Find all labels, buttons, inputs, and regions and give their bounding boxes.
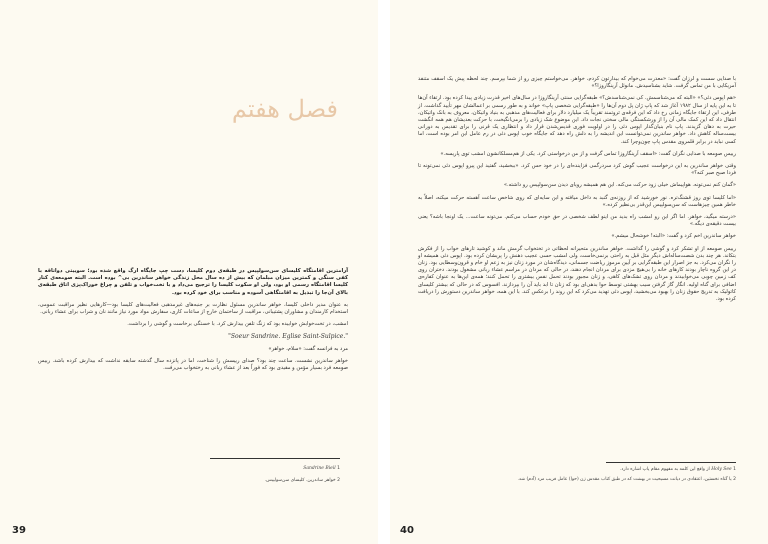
footnote-marker: 1 bbox=[337, 466, 340, 471]
paragraph: رییس صومعه از او تشکر کرد و گوشی را گذاشت. خواهر ساندرین متحیرانه لحظاتی در تختخواب گرمش ماند و کوشید تارهای خواب را از فکرش بتکاند. هر چند بدن شصت‌ساله‌اش دیگر مثل قبل به راحتی برنمی‌خاست، ولی امشب حسی عجیب ذهنش را پریشان کرده بود. اپوس دئی همیشه او را نگران می‌کرد. به جز اصرار این طبقه‌گرایی بر آیین مرموز ریاضت جسمانی، دیدگاه‌شان در مورد زنان نیز به زعم او خام و قرون‌وسطایی بود. زنان در این گروه ناچار بودند کارهای خانه را بی‌هیچ مزدی برای مردان انجام دهند، در حالی که مردان در مراسم عشاء ربانی مشغول بودند. دختران روی کف زمین چوبی می‌خوابیدند و مردان روی تشک‌های کاهی، و زنان مجبور بودند تحمل نفس بیشتری را تحمل کنند؛ همه‌ی این‌ها به عنوان کفاره‌ی اضافی برای گناه اولیه. انگار گاز گرفتن سیب بهشتی توسط حوا بدهی‌ای بود که زنان تا ابد باید آن را بپردازند. افسوس که در حالی که بیشتر کلیسای کاتولیک به تدریج حقوق زنان را بهبود می‌بخشید، اپوس دئی تهدید می‌کرد که این روند را برعکس کند. با این همه، خواهر ساندرین دستورش را دریافت کرده بود. bbox=[418, 245, 736, 303]
left-page bbox=[0, 0, 378, 544]
paragraph: امشب، در تخت‌خوابش خوابیده بود که زنگ تلفن بیدارش کرد. با خستگی برخاست و گوشی را برداشت. bbox=[127, 321, 348, 328]
paragraph: خواهر ساندرین اخم کرد و گفت: «البته! خوشحال میشم.» bbox=[611, 233, 736, 240]
footnote-latin: Sandrine Bieil bbox=[303, 466, 336, 471]
footnote-divider bbox=[210, 458, 340, 459]
footnote-1 bbox=[200, 466, 340, 472]
paragraph: «اما کلیسا توی روز قشنگ‌تره. نور خورشید که از روزنه‌ی گنبد به داخل میافته و این سایه‌ای که روی شاخص ساعت آهسته حرکت میکنه، اصلاً به خاطر همین چیزهاست که سن‌سولپیس این‌قدر بی‌نظیر کرده.» bbox=[418, 194, 736, 208]
paragraph: خواهر ساندرین نشست. ساعت چند بود؟ صدای رییسش را شناخت، اما در پانزده سال گذشته سابقه نداشت که بیدارش کرده باشد. رییس صومعه فرد بسیار مؤمن و مقیدی بود که فوراً بعد از عشاء ربانی به رختخواب می‌رفت. bbox=[38, 357, 348, 372]
paragraph: به عنوان مدیر داخلی کلیسا، خواهر ساندرین مسئول نظارت بر جنبه‌های غیرمذهبی فعالیت‌های کلیسا بود—کارهایی نظیر مراقبت عمومی، استخدام کارمندان و مشاوران پشتیبانی، مراقبت از ساختمان خارج از ساعات کاری، سفارش مواد مورد نیاز مانند نان و شراب برای عشاء ربانی. bbox=[38, 301, 348, 316]
left-body-text bbox=[38, 268, 348, 377]
footnote-text: یا گناه نخستین، اعتقادی در دیانت مسیحیت در بهشت که در طبق کتاب مقدس زن (حوا) عامل فریب مرد (آدم) شد. bbox=[517, 477, 732, 482]
footnote-marker: 1 bbox=[733, 467, 736, 472]
footnote-2 bbox=[200, 478, 340, 484]
chapter-title: فصل هفتم bbox=[231, 95, 338, 123]
page-number: 40 bbox=[400, 525, 414, 536]
paragraph: «گمان کنم نمی‌تونه. هواپیماش خیلی زود حرکت می‌کنه. این هم همیشه رویای دیدن سن‌سولپیس رو داشته.» bbox=[503, 182, 736, 189]
footnote-divider bbox=[606, 462, 736, 463]
paragraph-latin: "Soeur Sandrine. Eglise Saint-Sulpice." bbox=[228, 333, 348, 341]
paragraph: مرد به فرانسه گفت: «سلام، خواهر» bbox=[268, 345, 348, 352]
page-gutter bbox=[378, 0, 390, 544]
paragraph: وقتی خواهر ساندرین به این درخواست عجیب گوش کرد سردرگمی فزاینده‌ای را در خود حس کرد. «ببخشید، گفتید این پیرو اپوس دئی نمی‌تونه تا فردا صبح صبر کنه؟» bbox=[418, 163, 736, 177]
paragraph: «هم اپوس دئی؟» «البته که می‌شناسمش. کی نمی‌شناسدش؟» طبقه‌گرایی سنتی آرینگاروزا در سال‌های اخیر قدرت زیادی پیدا کرده بود. ارتقاء آن‌ها تا به این پایه از سال ۱۹۸۲ آغاز شد که پاپ ژان پل دوم آن‌ها را «طبقه‌گرایی شخصی پاپ» خواند و به طور رسمی بر اعمالشان مهر تأیید گذاشت. از طرفی، این ارتقاء جایگاه زمانی رخ داد که این فرقه‌ی ثروتمند تقریباً یک میلیارد دلار برای فعالیت‌های مذهبی به بنیاد واتیکان، معروف به بانک واتیکان، انتقال داد که این کمک مالی آن را از ورشکستگی مالی سختی نجات داد. این موضوع شک زیادی را برمی‌انگیخت، با حرکت بعدیشان هم همه انگشت حیرت به دهان گزیدند. پاپ نام بنیان‌گذار اپوس دئی را در اولویت فوری قدیس‌شدن قرار داد و انتظاری یک قرنی را برای تقدیس به دورانی بیست‌ساله کاهش داد. خواهر ساندرین نمی‌توانست این اندیشه را به دلش راه دهد که جایگاه خوب اپوس دئی در رم عامل این امر بوده است، اما کسی نباید در برابر قلمروی مقدس پاپ چون‌وچرا کند. bbox=[418, 95, 736, 145]
footnote-2 bbox=[418, 477, 736, 483]
footnote-text: خواهر ساندرین. کلیسای سن‌سولپیس. bbox=[264, 478, 336, 483]
paragraph: رییس صومعه با صدایی نگران گفت: «اسقف آرینگاروزا تماس گرفت و از من درخواستی کرد. یکی از هم‌مسلکانشون امشب توی پاریسه.» bbox=[440, 150, 736, 157]
footnote-1 bbox=[418, 467, 736, 473]
page-number: 39 bbox=[12, 525, 26, 536]
footnote-marker: 2 bbox=[337, 478, 340, 483]
footnote-latin: Holy See bbox=[711, 467, 732, 472]
paragraph: آرامترین اقامتگاه کلیسای سن‌سولپیس در طبقه‌ی دوم کلیسا، دست چپ جایگاه ارگ واقع شده بود؛ سوییتی دواتاقه با کفی سنگی و کمترین میزان مبلمان که بیش از ده سال محل زندگی خواهر ساندرین بی^ بوده است. البته صومعه‌ی کنار کلیسا اقامتگاه رسمی او بود، ولی او سکوت کلیسا را ترجیح می‌داد و با تخت‌خواب و تلفن و چراغ خوراک‌پزی اتاق طبقه‌ی بالای آن‌جا را تبدیل به اقامتگاهی آسوده و مناسب برای خود کرده بود. bbox=[38, 268, 348, 296]
right-page bbox=[390, 0, 768, 544]
right-body-text bbox=[418, 76, 736, 308]
footnote-marker: 2 bbox=[733, 477, 736, 482]
paragraph: با صدایی سست و لرزان گفت: «معذرت می‌خوام که بیدارتون کردم، خواهر. می‌خواستم چیزی رو از شما بپرسم. چند لحظه پیش یک اسقف متنفذ آمریکایی با من تماس گرفت. شاید بشناسیدش. مانوئل آرینگاروزا؟» bbox=[418, 76, 736, 90]
footnote-text: از واقع این کلمه به مفهوم مقام پاپ اشاره دارد. bbox=[619, 467, 710, 472]
paragraph: «درسته میگید، خواهر. اما اگر این رو امشب راه بدید من اینو لطف شخصی در حق خودم حساب می‌کنم. می‌تونه ساعت... یک اونجا باشه؟ یعنی بیست دقیقه‌ی دیگه.» bbox=[418, 214, 736, 228]
